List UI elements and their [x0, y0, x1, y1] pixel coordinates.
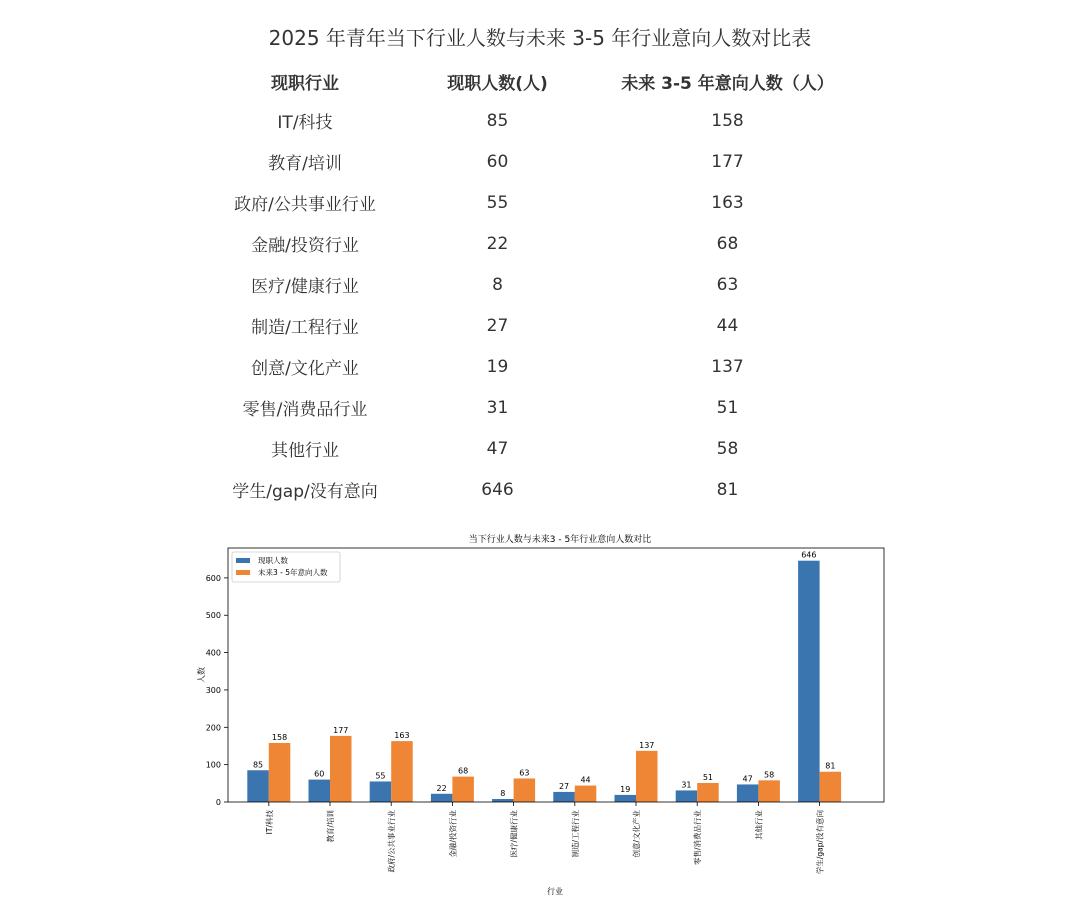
cell-current: 8 — [492, 274, 503, 295]
cell-current: 55 — [486, 192, 509, 213]
legend-swatch-current — [236, 558, 250, 563]
cell-future: 44 — [716, 315, 739, 336]
bar-future — [514, 778, 536, 802]
cell-industry: 医疗/健康行业 — [251, 277, 359, 297]
cell-future: 81 — [716, 479, 739, 500]
data-label-current: 646 — [801, 550, 817, 560]
bar-current — [431, 794, 453, 802]
header-future-count: 未来 3-5 年意向人数（人） — [621, 73, 834, 94]
cell-future: 63 — [716, 274, 739, 295]
data-label-current: 19 — [620, 784, 631, 794]
cell-future: 158 — [711, 110, 744, 131]
x-tick-label: IT/科技 — [264, 810, 274, 835]
x-tick-label: 制造/工程行业 — [570, 810, 580, 858]
x-tick-label: 创意/文化产业 — [632, 810, 641, 858]
x-tick-label: 教育/培训 — [326, 810, 335, 843]
table-row — [180, 223, 890, 264]
data-label-future: 177 — [333, 725, 349, 735]
y-tick-label: 0 — [215, 798, 221, 807]
cell-current: 27 — [486, 315, 509, 336]
data-label-future: 63 — [519, 768, 530, 778]
table-row — [180, 346, 890, 387]
cell-current: 85 — [486, 110, 509, 131]
table-header-row — [180, 62, 890, 100]
data-label-future: 137 — [639, 740, 655, 750]
table-row — [180, 387, 890, 428]
data-label-current: 22 — [436, 783, 447, 793]
y-tick-label: 600 — [205, 573, 221, 583]
y-tick-label: 100 — [205, 760, 221, 770]
plot-area — [206, 551, 841, 874]
bar-future — [575, 786, 597, 802]
bar-future — [269, 743, 291, 802]
header-current-count: 现职人数(人) — [447, 73, 548, 94]
bar-future — [452, 777, 474, 802]
cell-industry: 其他行业 — [271, 441, 339, 461]
data-label-current: 47 — [742, 774, 753, 784]
cell-current: 19 — [486, 356, 509, 377]
data-label-current: 31 — [681, 780, 692, 790]
y-tick-label: 200 — [205, 723, 221, 733]
bar-future — [820, 772, 842, 802]
bar-current — [492, 799, 513, 802]
data-label-future: 158 — [271, 732, 288, 742]
bar-future — [697, 783, 719, 802]
table-row — [180, 141, 890, 182]
bar-current — [615, 795, 637, 802]
bar-current — [370, 781, 392, 802]
cell-future: 58 — [716, 438, 739, 459]
cell-industry: 金融/投资行业 — [251, 236, 359, 256]
cell-future: 177 — [711, 151, 744, 172]
bar-current — [309, 780, 331, 802]
y-tick-label: 500 — [205, 611, 221, 621]
data-label-future: 51 — [702, 772, 714, 782]
chart-title: 当下行业人数与未来3 - 5年行业意向人数对比 — [468, 535, 652, 545]
bar-chart — [180, 528, 900, 903]
bar-future — [636, 751, 658, 802]
data-label-future: 44 — [580, 775, 591, 785]
cell-current: 47 — [486, 438, 509, 459]
cell-current: 60 — [486, 151, 509, 172]
cell-current: 646 — [481, 479, 514, 500]
header-industry: 现职行业 — [271, 73, 339, 94]
cell-industry: 教育/培训 — [268, 154, 342, 174]
legend — [232, 552, 340, 582]
x-tick-label: 其他行业 — [754, 810, 764, 840]
data-table — [180, 62, 890, 510]
table-row — [180, 469, 890, 510]
table-row — [180, 305, 890, 346]
cell-future: 163 — [711, 192, 744, 213]
x-tick-label: 金融/投资行业 — [448, 810, 458, 858]
cell-industry: 政府/公共事业行业 — [234, 195, 376, 215]
bar-current — [737, 784, 759, 802]
legend-swatch-future — [236, 570, 250, 575]
data-label-future: 81 — [825, 761, 836, 771]
bar-current — [798, 561, 820, 802]
y-tick-label: 300 — [205, 685, 221, 695]
x-tick-label: 政府/公共事业行业 — [387, 810, 397, 873]
bar-future — [391, 741, 413, 802]
bar-current — [247, 770, 268, 802]
table-row — [180, 428, 890, 469]
data-label-current: 8 — [500, 789, 506, 799]
cell-future: 68 — [716, 233, 739, 254]
data-label-current: 60 — [314, 769, 325, 779]
cell-industry: 制造/工程行业 — [251, 318, 359, 338]
bar-future — [758, 780, 780, 802]
cell-industry: IT/科技 — [277, 113, 333, 133]
cell-future: 51 — [716, 397, 739, 418]
data-label-future: 163 — [394, 731, 410, 741]
page-title: 2025 年青年当下行业人数与未来 3-5 年行业意向人数对比表 — [268, 26, 812, 50]
bar-future — [330, 736, 352, 802]
plot-frame — [228, 548, 884, 802]
bar-current — [676, 790, 698, 802]
data-label-current: 55 — [375, 771, 386, 781]
cell-current: 31 — [486, 397, 509, 418]
cell-industry: 学生/gap/没有意向 — [232, 482, 378, 502]
legend-label-current: 现职人数 — [258, 556, 288, 565]
table-row — [180, 100, 890, 141]
data-label-current: 85 — [252, 760, 264, 770]
y-axis-label: 人数 — [197, 667, 206, 683]
cell-future: 137 — [711, 356, 744, 377]
data-label-current: 27 — [558, 781, 570, 791]
x-tick-label: 零售/消费品行业 — [693, 810, 703, 866]
cell-current: 22 — [486, 233, 509, 254]
data-label-future: 68 — [458, 766, 469, 776]
legend-label-future: 未来3 - 5年意向人数 — [258, 568, 328, 577]
table-row — [180, 264, 890, 305]
data-label-future: 58 — [764, 770, 775, 780]
cell-industry: 零售/消费品行业 — [242, 400, 368, 420]
cell-industry: 创意/文化产业 — [251, 359, 359, 379]
x-tick-label: 学生/gap/没有意向 — [815, 810, 825, 875]
table-row — [180, 182, 890, 223]
bar-current — [553, 792, 575, 802]
x-axis-label: 行业 — [547, 887, 563, 896]
x-tick-label: 医疗/健康行业 — [509, 810, 519, 858]
y-tick-label: 400 — [205, 648, 221, 658]
